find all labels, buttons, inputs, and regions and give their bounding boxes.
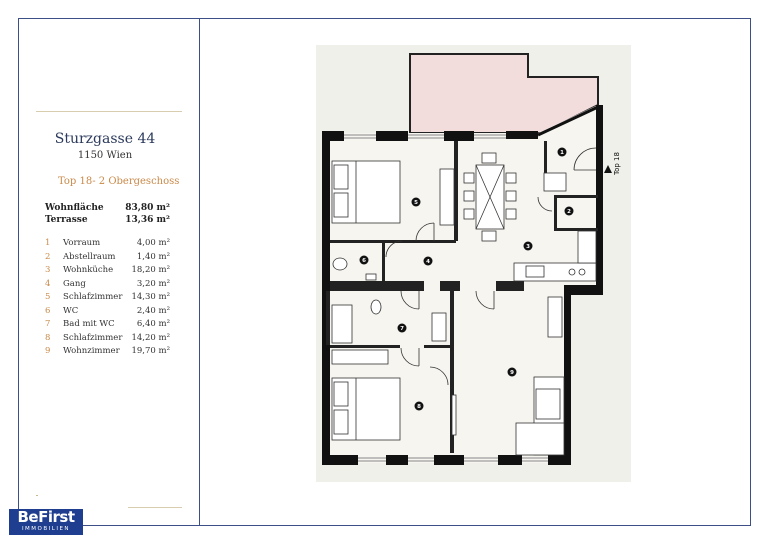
room-row — [45, 332, 170, 346]
room-number: 7 — [45, 319, 51, 329]
room-area: 4,00 m² — [136, 238, 170, 248]
room-row — [45, 345, 170, 359]
room-number: 3 — [45, 265, 51, 275]
room-area: 3,20 m² — [136, 278, 170, 289]
room-marker-3 — [524, 242, 533, 251]
room-area: 2,40 m² — [136, 305, 170, 316]
summary-label: Wohnfläche — [45, 203, 104, 213]
room-area: 14,30 m² — [131, 292, 170, 302]
room-row — [45, 305, 170, 319]
room-name: Abstellraum — [63, 251, 116, 262]
room-list — [45, 237, 170, 359]
entrance-label: Top 18 — [613, 152, 621, 175]
room-area: 19,70 m² — [131, 346, 170, 356]
bottom-rule — [128, 507, 182, 508]
summary-label: Terrasse — [45, 215, 88, 225]
room-number: 9 — [45, 346, 51, 356]
logo-tagline: IMMOBILIEN — [21, 526, 71, 532]
svg-text:1: 1 — [560, 150, 564, 156]
room-marker-5 — [412, 198, 421, 207]
top-rule — [36, 111, 182, 112]
summary-value: 83,80 m² — [125, 203, 170, 213]
summary-value: 13,36 m² — [125, 215, 170, 225]
room-name: Bad mit WC — [63, 319, 115, 329]
floor-plan — [316, 45, 631, 482]
room-number: 4 — [45, 278, 51, 289]
room-number: 2 — [45, 251, 51, 262]
room-name: Wohnküche — [63, 265, 114, 275]
room-number: 5 — [45, 292, 51, 302]
unit-floor-label: Top 18- 2 Obergeschoss — [58, 176, 180, 187]
room-row — [45, 291, 170, 305]
room-number: 1 — [45, 238, 51, 248]
room-marker-4 — [424, 257, 433, 266]
svg-text:9: 9 — [510, 370, 514, 376]
room-name: Wohnzimmer — [63, 346, 120, 356]
room-row — [45, 237, 170, 251]
svg-text:2: 2 — [567, 209, 571, 215]
room-marker-1 — [558, 148, 567, 157]
room-name: Schlafzimmer — [63, 332, 123, 343]
room-area: 14,20 m² — [131, 332, 170, 343]
decorative-dot — [36, 495, 38, 496]
room-row — [45, 318, 170, 332]
summary-row — [45, 214, 170, 226]
room-name: WC — [63, 305, 79, 316]
room-area: 6,40 m² — [136, 319, 170, 329]
room-row — [45, 251, 170, 265]
room-marker-6 — [360, 256, 369, 265]
room-marker-9 — [508, 368, 517, 377]
room-name: Schlafzimmer — [63, 292, 123, 302]
hall-cabinet — [544, 173, 566, 191]
room-marker-7 — [398, 324, 407, 333]
svg-text:4: 4 — [426, 259, 430, 265]
svg-text:8: 8 — [417, 404, 421, 410]
living-shelf — [548, 297, 562, 337]
tv-unit — [452, 395, 456, 435]
room-area: 1,40 m² — [136, 251, 170, 262]
room-name: Gang — [63, 278, 86, 289]
summary-row — [45, 202, 170, 214]
svg-text:6: 6 — [362, 258, 366, 264]
room-row — [45, 264, 170, 278]
room-number: 6 — [45, 305, 51, 316]
area-summary — [45, 202, 170, 226]
svg-text:5: 5 — [414, 200, 418, 206]
room-name: Vorraum — [63, 238, 101, 248]
property-address: Sturzgasse 44 — [54, 131, 156, 147]
room-number: 8 — [45, 332, 51, 343]
room-row — [45, 278, 170, 292]
svg-text:7: 7 — [400, 326, 404, 332]
room-marker-2 — [565, 207, 574, 216]
company-logo — [9, 509, 83, 535]
property-city: 1150 Wien — [77, 150, 133, 161]
logo-wordmark: BeFirst — [17, 508, 75, 526]
room-area: 18,20 m² — [131, 265, 170, 275]
room-marker-8 — [415, 402, 424, 411]
svg-text:3: 3 — [526, 244, 530, 250]
panel-divider — [199, 18, 200, 526]
